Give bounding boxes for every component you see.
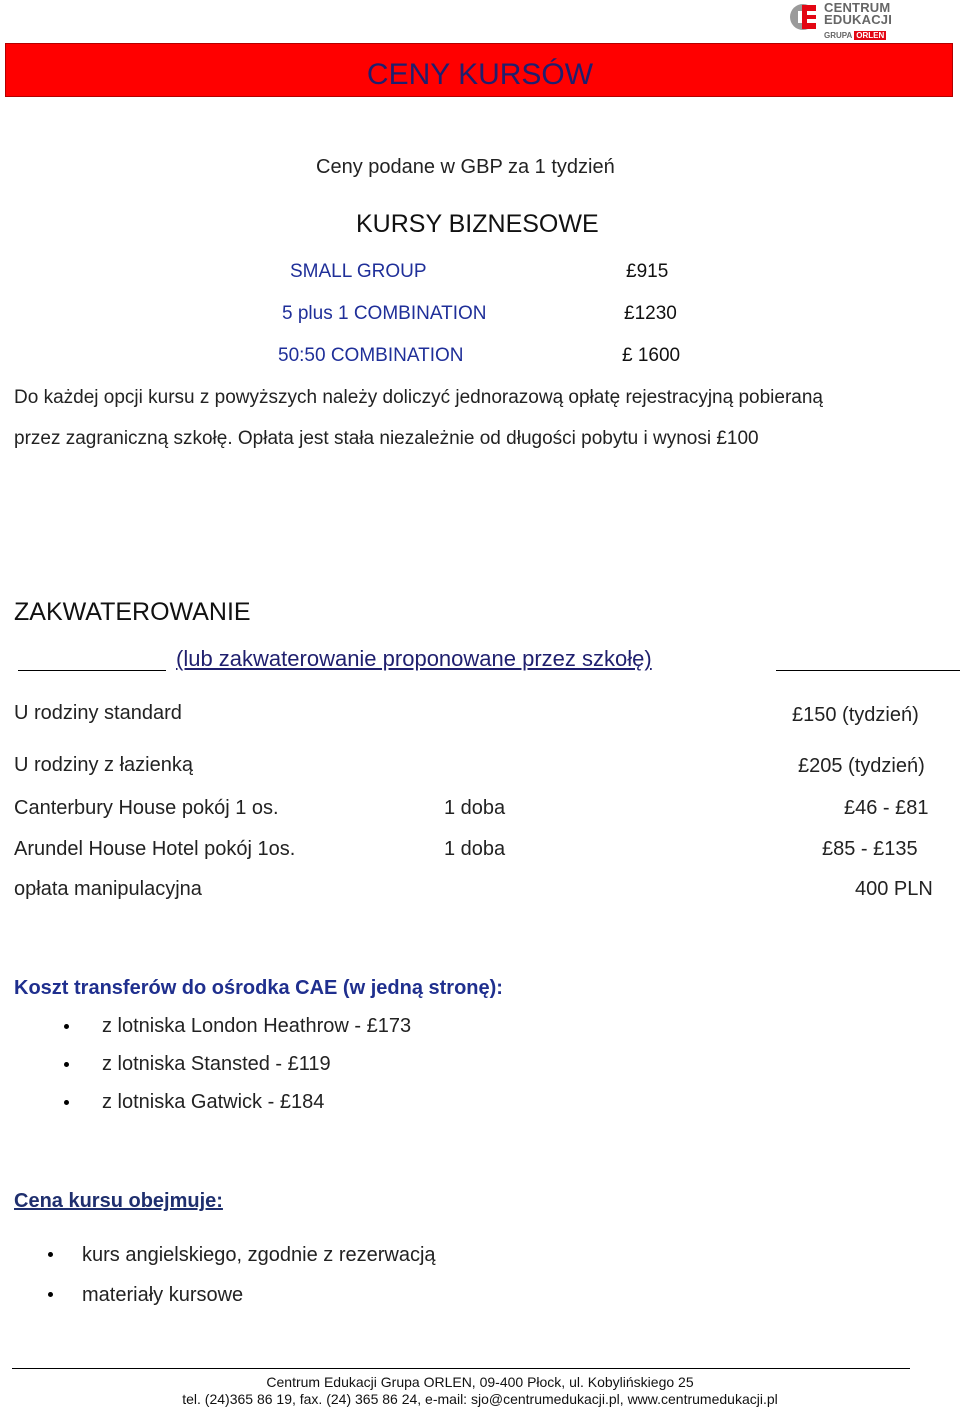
course-price-small-group: £915: [626, 261, 669, 282]
footer-contact: tel. (24)365 86 19, fax. (24) 365 86 24, e-mail: sjo@centrumedukacji.pl, www.centrumedukacji.pl: [182, 1391, 778, 1407]
course-name-5plus1: 5 plus 1 COMBINATION: [282, 303, 487, 324]
accommodation-label-handling-fee: opłata manipulacyjna: [14, 878, 202, 900]
transfer-item-stansted: z lotniska Stansted - £119: [102, 1053, 331, 1075]
bullet-icon: [48, 1292, 53, 1297]
transfer-item-heathrow: z lotniska London Heathrow - £173: [102, 1015, 412, 1037]
accommodation-price-canterbury: £46 - £81: [844, 797, 929, 819]
footer-divider: [12, 1368, 910, 1369]
accommodation-label-bathroom: U rodziny z łazienką: [14, 754, 193, 776]
logo-text-line2: EDUKACJI: [824, 12, 893, 27]
bullet-icon: [64, 1100, 69, 1105]
page-title: CENY KURSÓW: [366, 58, 594, 91]
transfers-heading: Koszt transferów do ośrodka CAE (w jedną stronę):: [14, 977, 503, 999]
logo-grupa-orlen: GRUPA ORLEN: [824, 31, 885, 40]
accommodation-heading: ZAKWATEROWANIE: [14, 598, 251, 626]
course-name-5050: 50:50 COMBINATION: [278, 345, 464, 366]
centrum-edukacji-logo: [790, 0, 893, 42]
logo-text-line1: CENTRUM: [824, 0, 891, 15]
accommodation-label-canterbury: Canterbury House pokój 1 os.: [14, 797, 279, 819]
accommodation-period-arundel: 1 doba: [444, 838, 506, 860]
course-price-5050: £ 1600: [622, 345, 681, 366]
course-name-small-group: SMALL GROUP: [290, 261, 427, 282]
divider-right: [776, 670, 960, 671]
accommodation-label-standard: U rodziny standard: [14, 702, 182, 724]
accommodation-price-standard: £150 (tydzień): [792, 704, 919, 726]
registration-note-line2: przez zagraniczną szkołę. Opłata jest stała niezależnie od długości pobytu i wynosi £100: [14, 428, 759, 449]
bullet-icon: [64, 1062, 69, 1067]
includes-item-materials: materiały kursowe: [82, 1284, 244, 1306]
accommodation-price-handling-fee: 400 PLN: [855, 878, 933, 900]
transfer-item-gatwick: z lotniska Gatwick - £184: [102, 1091, 325, 1113]
logo-mark-icon: [790, 2, 820, 32]
course-price-5plus1: £1230: [624, 303, 677, 324]
accommodation-price-bathroom: £205 (tydzień): [798, 755, 925, 777]
footer-address: Centrum Edukacji Grupa ORLEN, 09-400 Płock, ul. Kobylińskiego 25: [266, 1374, 694, 1390]
business-courses-heading: KURSY BIZNESOWE: [356, 210, 599, 238]
accommodation-subheading: (lub zakwaterowanie proponowane przez szkołę): [176, 646, 652, 671]
bullet-icon: [48, 1252, 53, 1257]
accommodation-period-canterbury: 1 doba: [444, 797, 506, 819]
registration-note-line1: Do każdej opcji kursu z powyższych należy doliczyć jednorazową opłatę rejestracyjną pobieraną: [14, 387, 823, 408]
currency-note: Ceny podane w GBP za 1 tydzień: [316, 156, 615, 178]
divider-left: [18, 670, 166, 671]
bullet-icon: [64, 1024, 69, 1029]
accommodation-price-arundel: £85 - £135: [822, 838, 918, 860]
includes-item-course: kurs angielskiego, zgodnie z rezerwacją: [82, 1244, 436, 1266]
includes-heading: Cena kursu obejmuje:: [14, 1190, 223, 1212]
accommodation-label-arundel: Arundel House Hotel pokój 1os.: [14, 838, 296, 860]
